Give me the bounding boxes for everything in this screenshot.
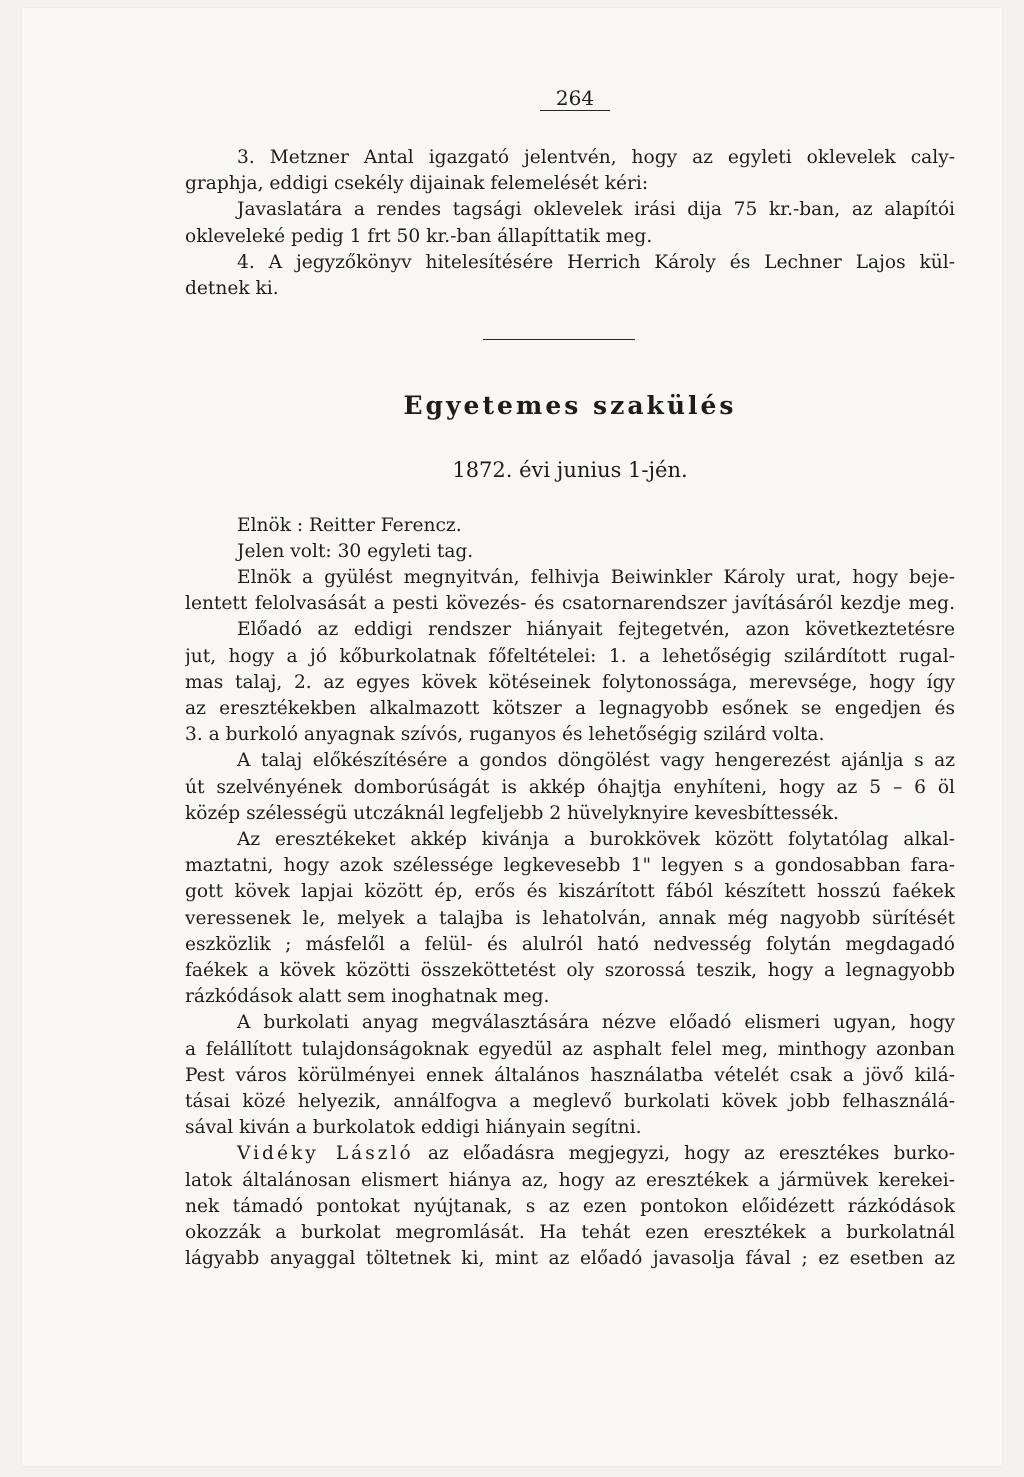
- text-line: az eresztékekben alkalmazott kötszer a legnagyobb esőnek se engedjen és: [185, 698, 955, 720]
- text-line: faékek a kövek közötti összeköttetést oly szorossá teszik, hogy a legnagyobb: [185, 960, 955, 982]
- text-line: Vidéky László az előadásra megjegyzi, hogy az eresztékes burko-: [237, 1143, 955, 1165]
- text-line: detnek ki.: [185, 278, 279, 300]
- text-line: a felállított tulajdonságoknak egyedül az asphalt felel meg, minthogy azonban: [185, 1038, 955, 1060]
- meeting-attendance: [185, 513, 955, 565]
- text-line: graphja, eddigi csekély dijainak felemelését kéri:: [185, 173, 649, 195]
- text-line: gott kövek lapjai között ép, erős és kiszárított fából készített hosszú faékek: [185, 881, 955, 903]
- text-line: tásai közé helyezik, annálfogva a meglevő burkolati kövek jobb felhasználá-: [185, 1091, 955, 1113]
- text-line: lentett felolvasását a pesti kövezés- és csatornarendszer javításáról kezdje meg.: [185, 593, 955, 615]
- text-line: sával kiván a burkolatok eddigi hiányain segítni.: [185, 1117, 642, 1139]
- text-line: lágyabb anyaggal töltetnek ki, mint az előadó javasolja fával ; ez esetben az: [185, 1248, 955, 1270]
- text-line: okleveleké pedig 1 frt 50 kr.-ban állapíttatik meg.: [185, 225, 653, 247]
- text-line: mas talaj, 2. az egyes kövek kötéseinek folytonossága, merevsége, hogy így: [185, 671, 955, 693]
- text-line: Elnök a gyülést megnyitván, felhivja Beiwinkler Károly urat, hogy beje-: [237, 567, 955, 588]
- text-line: rázkódások alatt sem inoghatnak meg.: [185, 986, 550, 1008]
- page-number: 264: [540, 86, 610, 111]
- text-line: nek támadó pontokat nyújtanak, s az ezen pontokon előidézett rázkódások: [185, 1195, 955, 1217]
- section-heading: Egyetemes szakülés: [403, 391, 737, 420]
- text-line: Pest város körülményei ennek általános használatba vételét csak a jövő kilá-: [185, 1064, 955, 1086]
- text-line: Az eresztékeket akkép kivánja a burokkövek között folytatólag alkal-: [237, 829, 955, 851]
- text-line: közép szélességü utczáknál legfeljebb 2 hüvelyknyire kevesbíttessék.: [185, 802, 839, 824]
- speaker-name: Vidéky László: [237, 1143, 414, 1165]
- text-line: út szelvényének domborúságát is akkép óhajtja enyhíteni, hogy az 5 – 6 öl: [185, 776, 955, 798]
- meeting-date: 1872. évi junius 1-jén.: [452, 458, 688, 482]
- text-line: Javaslatára a rendes tagsági oklevelek irási dija 75 kr.-ban, az alapítói: [237, 199, 955, 221]
- text-line: 4. A jegyzőkönyv hitelesítésére Herrich Károly és Lechner Lajos kül-: [237, 251, 955, 273]
- text-line: Elnök : Reitter Ferencz.: [237, 515, 462, 536]
- text-line: A burkolati anyag megválasztására nézve előadó elismeri ugyan, hogy: [237, 1012, 955, 1034]
- minutes-items: [185, 145, 955, 302]
- meeting-body-text: [185, 565, 955, 1272]
- text-line: jut, hogy a jó kőburkolatnak főfeltételei: 1. a lehetőségig szilárdított rugal-: [185, 645, 955, 667]
- text-line: Jelen volt: 30 egyleti tag.: [237, 541, 474, 563]
- text-line: Előadó az eddigi rendszer hiányait fejtegetvén, azon következtetésre: [237, 619, 955, 641]
- section-divider: [483, 339, 635, 340]
- text-line: eszközlik ; másfelől a felül- és alulról ható nedvesség folytán megdagadó: [185, 933, 955, 955]
- text-line: veressenek le, melyek a talajba is lehatolván, annak még nagyobb sürítését: [185, 907, 955, 929]
- text-line: 3. a burkoló anyagnak szívós, ruganyos és lehetőségig szilárd volta.: [185, 724, 825, 746]
- document-page: [22, 8, 1002, 1466]
- text-line: A talaj előkészítésére a gondos döngölést vagy hengerezést ajánlja s az: [237, 750, 955, 772]
- text-line: latok általánosan elismert hiánya az, hogy az eresztékek a jármüvek kerekei-: [185, 1169, 955, 1191]
- text-line: maztatni, hogy azok szélessége legkevesebb 1" legyen s a gondosabban fara-: [185, 855, 955, 877]
- text-line: okozzák a burkolat megromlását. Ha tehát ezen eresztékek a burkolatnál: [185, 1222, 955, 1244]
- text-line: 3. Metzner Antal igazgató jelentvén, hogy az egyleti oklevelek caly-: [237, 147, 955, 168]
